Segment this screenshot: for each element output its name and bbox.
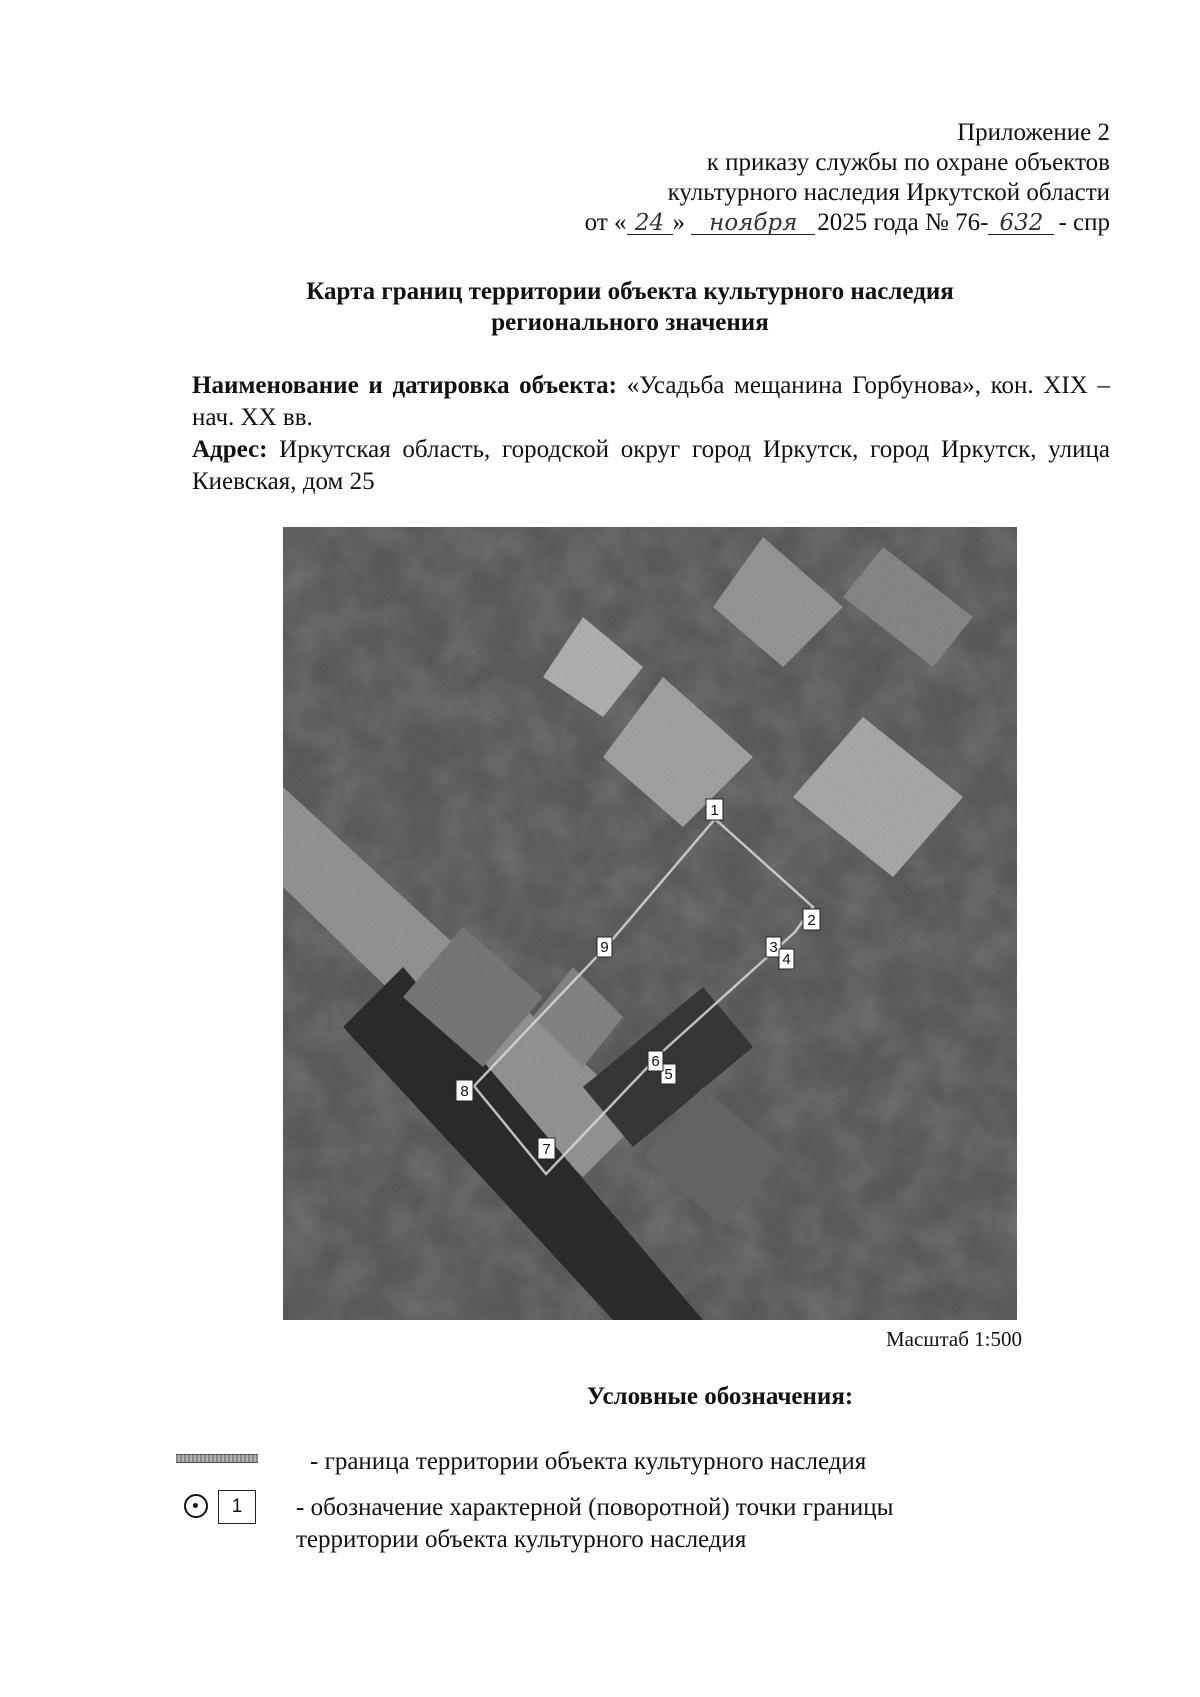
handwritten-day: 24 [627,212,673,235]
point-symbol [184,1490,258,1524]
object-info [192,370,1110,498]
order-date-line [410,208,1110,238]
object-name-label: Наименование и датировка объекта: [192,372,618,399]
boundary-point-7 [538,1138,555,1159]
point-9-label: 9 [600,939,609,956]
object-address-value: Иркутская область, городской округ город Иркутск, город Иркутск, улица Киевская, дом 25 [192,436,1111,495]
agency-line: культурного наследия Иркутской области [667,179,1110,206]
map-terrain [283,527,1017,1320]
point-8-label: 8 [460,1083,469,1100]
point-2-label: 2 [807,912,816,929]
object-name-value: «Усадьба мещанина Горбунова», кон. XIX – нач. XX вв. [192,372,1110,431]
point-1-label: 1 [710,802,719,819]
legend-boundary-text: - граница территории объекта культурного наследия [310,1448,867,1475]
boundary-line-symbol [176,1454,258,1463]
map-scale: Масштаб 1:500 [886,1327,1023,1351]
order-suffix: - спр [1058,209,1110,236]
header-block [410,118,1110,238]
point-4-label: 4 [782,951,791,968]
boundary-point-8 [456,1080,473,1101]
order-reference-line: к приказу службы по охране объектов [706,149,1110,176]
title-line-1: Карта границ территории объекта культурного наследия [306,278,954,305]
point-5-label: 5 [664,1066,673,1083]
point-number-sample: 1 [218,1490,256,1524]
object-address-paragraph [192,434,1110,498]
boundary-point-2 [803,909,820,930]
point-circle-icon [184,1494,208,1518]
handwritten-order-number: 632 [988,212,1054,235]
object-address-label: Адрес: [192,436,268,463]
appendix-label: Приложение 2 [957,119,1110,146]
document-title [230,276,1030,338]
date-prefix: от « [584,209,627,236]
point-7-label: 7 [542,1141,551,1158]
date-quote-close: » [672,209,686,236]
point-6-label: 6 [651,1053,660,1070]
boundary-point-1 [706,799,723,820]
handwritten-month: ноября [691,212,815,235]
aerial-map [283,527,1017,1320]
legend-point-text: - обозначение характерной (поворотной) точки границы территории объекта культурного наследия [296,1494,894,1553]
map-image [283,527,1017,1320]
year-number-text: 2025 года № 76- [817,209,989,236]
boundary-point-4 [779,949,794,969]
point-3-label: 3 [769,939,778,956]
object-name-paragraph [192,370,1110,434]
boundary-point-9 [597,937,612,957]
boundary-point-6 [648,1051,663,1071]
title-line-2: регионального значения [491,309,769,336]
legend-title: Условные обозначения: [586,1383,854,1410]
